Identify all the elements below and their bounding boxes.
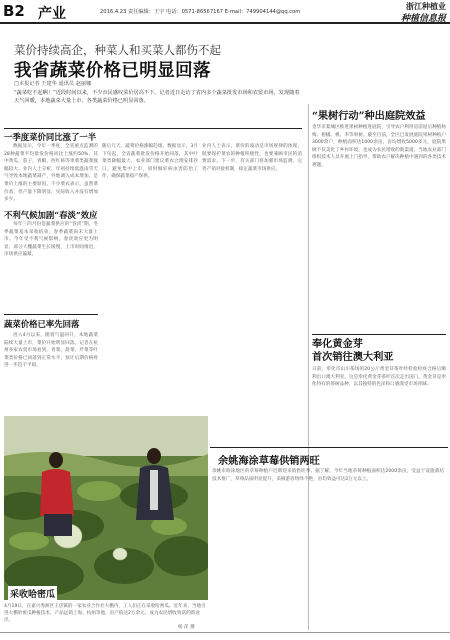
- article-byline: □本报记者 王建华 通讯员 赵丽娜: [14, 81, 92, 87]
- section-id: B2: [3, 2, 25, 20]
- photo-credit: 杨 萍 摄: [178, 625, 195, 630]
- sidebar-heading-strawberry: 余姚海涂草莓供销两旺: [218, 455, 320, 467]
- paper-name-logo: 种植信息报: [400, 14, 446, 24]
- section-name: 产业: [38, 6, 66, 22]
- article-subtitle: 菜价持续高企，种菜人和买菜人都伤不起: [14, 43, 221, 57]
- sidebar-text-fruit-trees: 金华市婺城区推进果树种植进庭院，引导农户利用房前屋后种植杨梅、柑橘、桃、李等果树。截至目前，全区已发展庭院果树种植户3000余户，种植面积达1000余亩，亩均增收5000多元。庭院果树不仅美化了乡村环境，也成为农民增收的新渠道。当地农业部门组织技术人员开展上门指导，帮助农户解决种植中遇到的各类技术难题。: [312, 125, 446, 168]
- paper-name-line1: 浙江种植业: [406, 2, 446, 11]
- column2-text: 随后几天，蔬菜价格涨幅趋缓。数据显示，3月下旬起，全省蔬菜批发价格开始回落，其中叶菜类降幅最大。农业部门建议菜农合理安排茬口，避免集中上市，同时做好病虫害防治工作，确保蔬菜稳产保供。: [102, 144, 198, 180]
- article-headline: 我省蔬菜价格已明显回落: [14, 61, 211, 81]
- sidebar-heading-tea: 奉化黄金芽 首次销往澳大利亚: [312, 338, 394, 363]
- section-text: 数据显示，今年一季度，全省重点监测的28种蔬菜平均批发价格同比上涨约50%，其中黄瓜、茄子、青椒、西红柿等果菜类蔬菜涨幅较大。业内人士分析，年初持续低温雨雪天气导致本地蔬菜减产，外地调入成本增加，是菜价上涨的主要原因。不少菜农表示，虽然菜价高，但产量下降明显，实际收入并没有增加多少。: [4, 144, 98, 203]
- article-lead: “蔬菜吃不起啊！”近段时间以来，不少市民感叹菜价居高不下。记者近日走访了省内多个蔬菜批发市场和农贸市场，发现随着天气回暖，本地蔬菜大量上市，各类蔬菜价格已明显回落。: [14, 90, 300, 104]
- sidebar-rule: [312, 334, 446, 335]
- column3-text: 业内人士表示，菜价的波动是市场规律的体现，既要保护菜农的种植积极性，也要兼顾市民的消费需求。下一步，有关部门将加强市场监测，完善产销对接机制，稳定蔬菜市场供应。: [202, 144, 302, 172]
- photo-footnote: 4月19日，在嘉兴秀洲区王店镇的一家农业合作社大棚内，工人们正在采收哈密瓜。近年来，当地引进大棚哈密瓜种植技术，产品远销上海、杭州等地，亩产值达2万余元，成为农民增收致富的新途径。: [4, 604, 206, 624]
- section-heading: 一季度菜价同比涨了一半: [4, 132, 97, 142]
- sidebar-text-strawberry: 余姚市海涂地区的草莓种植户近期迎来销售旺季。据了解，今年当地草莓种植面积达2000余亩，受益于设施栽培技术推广，草莓品质明显提升，采摘游客络绎不绝，亩均效益可达2万元以上。: [212, 469, 444, 482]
- section-rule: [4, 128, 302, 129]
- section-text: 进入4月以来，随着气温回升，本地蔬菜陆续大量上市，菜价开始明显回落。记者在杭州多家农贸市场看到，青菜、菠菜、芹菜等叶菜类价格已回落到正常水平，预计后期价格将进一步趋于平稳。: [4, 333, 98, 369]
- sidebar-text-tea: 日前，奉化市山川茶场的20公斤黄金芽茶叶经检验检疫合格后顺利出口澳大利亚，这是奉化黄金芽茶叶首次走出国门。黄金芽是奉化特有的茶树品种，以其独特的色泽和口感深受市场青睐。: [312, 367, 446, 388]
- bottom-rule: [0, 632, 450, 633]
- section-rule: [4, 314, 98, 315]
- photo-caption: 采收哈密瓜: [8, 586, 57, 601]
- masthead-info: 2016.4.23 责任编辑：王宇 电话：0571-86567167 E-mail：749904144@qq.com: [100, 9, 301, 15]
- melon-harvest-photo: [4, 416, 208, 600]
- section-heading: 蔬菜价格已率先回落: [4, 319, 80, 329]
- sidebar-heading-fruit-trees: “果树行动”种出庭院效益: [312, 110, 426, 122]
- section-text: 每年三四月份是蔬菜供应的“春淡”期，冬季蔬菜基本采收结束，春季蔬菜尚未大量上市。今年受不利气候影响，春淡效应更为明显，部分大棚蔬菜生长缓慢，上市时间推迟，市场供应偏紧。: [4, 222, 98, 258]
- section-rule: [210, 447, 448, 448]
- section-heading: 不利气候加剧“春淡”效应: [4, 210, 98, 220]
